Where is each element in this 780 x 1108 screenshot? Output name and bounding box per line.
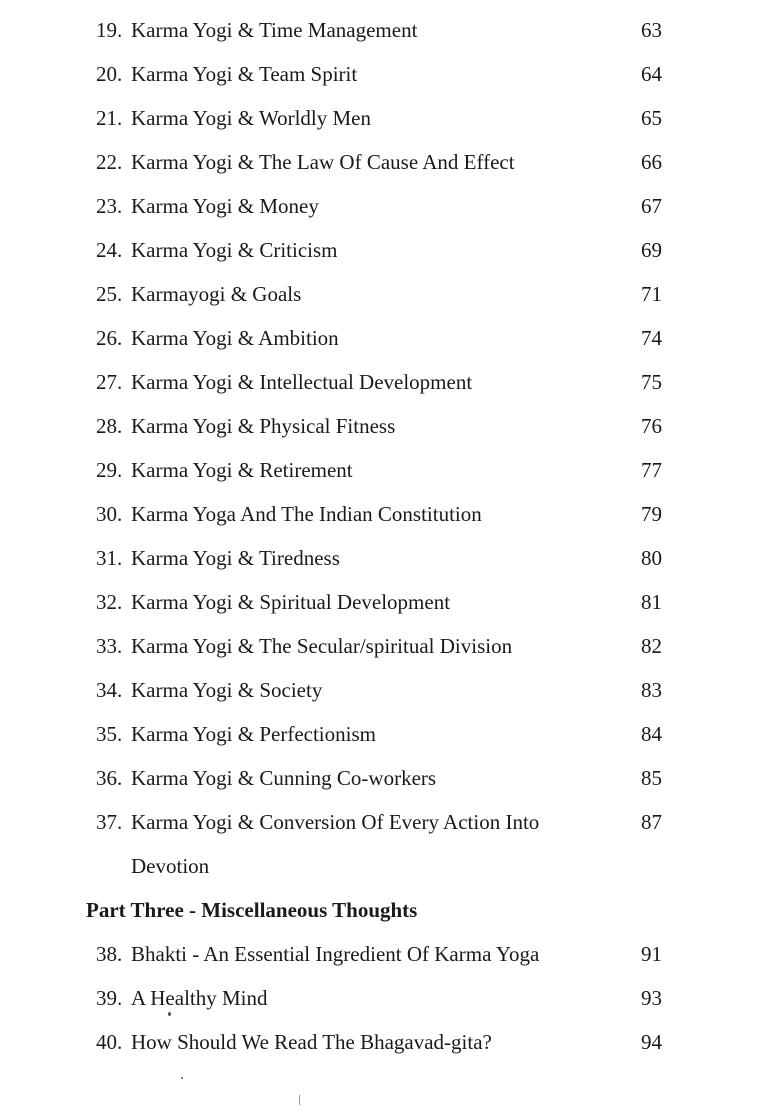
entry-number: 28. [96,414,123,438]
entry-number: 26. [96,326,123,350]
part-three-heading: Part Three - Miscellaneous Thoughts [86,898,418,922]
entry-number: 25. [96,282,123,306]
entry-number: 23. [96,194,123,218]
entry-number: 40. [96,1030,123,1054]
entry-title: Karma Yogi & Ambition [131,326,339,350]
entry-page: 80 [641,546,662,570]
entry-page: 93 [641,986,662,1010]
toc-entry-26 [0,316,780,360]
entry-number: 31. [96,546,123,570]
toc-entry-21 [0,96,780,140]
entry-number: 32. [96,590,123,614]
entry-title: Karma Yogi & Perfectionism [131,722,376,746]
entry-title: A Healthy Mind [131,986,268,1010]
entry-title: Karma Yoga And The Indian Constitution [131,502,482,526]
entry-page: 83 [641,678,662,702]
entry-title: Karma Yogi & Physical Fitness [131,414,396,438]
entry-title: Karma Yogi & Intellectual Development [131,370,473,394]
entry-page: 69 [641,238,662,262]
entry-page: 77 [641,458,662,482]
entry-page: 76 [641,414,662,438]
entry-title: Karmayogi & Goals [131,282,302,306]
entry-number: 37. [96,810,123,834]
toc-entry-36 [0,756,780,800]
entry-title: Karma Yogi & The Law Of Cause And Effect [131,150,515,174]
entry-title: Karma Yogi & Worldly Men [131,106,372,130]
entry-title: Karma Yogi & The Secular/spiritual Division [131,634,513,658]
entry-page: 82 [641,634,662,658]
scan-speck [181,1077,183,1079]
toc-entry-28 [0,404,780,448]
toc-entry-31 [0,536,780,580]
entry-page: 84 [641,722,662,746]
entry-title: Karma Yogi & Money [131,194,319,218]
entry-number: 38. [96,942,123,966]
toc-entry-23 [0,184,780,228]
entry-title: Karma Yogi & Tiredness [131,546,340,570]
entry-number: 20. [96,62,123,86]
toc-entry-35 [0,712,780,756]
entry-number: 27. [96,370,123,394]
entry-page: 75 [641,370,662,394]
toc-entry-19 [0,8,780,52]
toc-entry-20 [0,52,780,96]
entry-number: 34. [96,678,123,702]
toc-entry-32 [0,580,780,624]
entry-title: Karma Yogi & Cunning Co-workers [131,766,437,790]
entry-number: 29. [96,458,123,482]
entry-title: Karma Yogi & Criticism [131,238,338,262]
toc-entry-25 [0,272,780,316]
entry-page: 74 [641,326,662,350]
entry-number: 30. [96,502,123,526]
entry-page: 67 [641,194,662,218]
toc-entry-24 [0,228,780,272]
toc-entry-34 [0,668,780,712]
entry-page: 71 [641,282,662,306]
toc-entry-27 [0,360,780,404]
toc-entry-39 [0,976,780,1020]
toc-entry-30 [0,492,780,536]
entry-page: 79 [641,502,662,526]
entry-title: Karma Yogi & Time Management [131,18,418,42]
entry-number: 35. [96,722,123,746]
entry-page: 64 [641,62,662,86]
entry-page: 66 [641,150,662,174]
entry-page: 87 [641,810,662,834]
entry-page: 91 [641,942,662,966]
entry-title: Bhakti - An Essential Ingredient Of Karma Yoga [131,942,540,966]
entry-title: Karma Yogi & Spiritual Development [131,590,451,614]
entry-title-continuation: Devotion [131,854,210,878]
entry-page: 63 [641,18,662,42]
toc-entry-22 [0,140,780,184]
toc-entry-29 [0,448,780,492]
toc-entry-40 [0,1020,780,1064]
toc-entry-33 [0,624,780,668]
entry-page: 65 [641,106,662,130]
scan-speck [168,1012,171,1016]
entry-number: 36. [96,766,123,790]
entry-number: 39. [96,986,123,1010]
scan-speck [299,1095,300,1105]
entry-page: 94 [641,1030,662,1054]
entry-title: Karma Yogi & Society [131,678,323,702]
entry-title: Karma Yogi & Team Spirit [131,62,358,86]
entry-number: 21. [96,106,123,130]
entry-page: 81 [641,590,662,614]
entry-title: Karma Yogi & Conversion Of Every Action Into [131,810,540,834]
toc-entry-37 [0,800,780,844]
entry-number: 33. [96,634,123,658]
entry-number: 19. [96,18,123,42]
toc-entry-38 [0,932,780,976]
entry-title: How Should We Read The Bhagavad-gita? [131,1030,492,1054]
table-of-contents [0,8,780,1064]
entry-title: Karma Yogi & Retirement [131,458,353,482]
toc-entry-37-continuation [0,844,780,888]
entry-number: 22. [96,150,123,174]
entry-page: 85 [641,766,662,790]
entry-number: 24. [96,238,123,262]
